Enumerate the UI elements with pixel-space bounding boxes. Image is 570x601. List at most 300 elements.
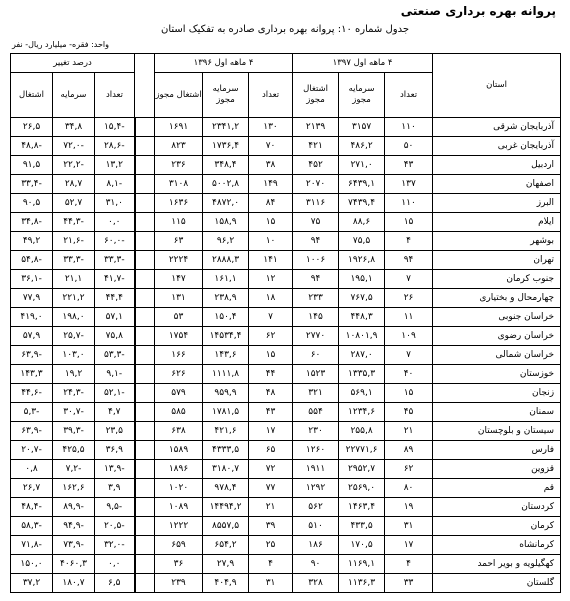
province-cell: بوشهر	[433, 232, 561, 251]
employment-1397-cell: ۵۵۴	[293, 403, 339, 422]
employment-1397-header: اشتغال مجوز	[293, 73, 339, 118]
count-1397-cell: ۷	[385, 270, 433, 289]
capital-change-cell: -۳۰,۷	[53, 403, 95, 422]
count-change-cell: ۷۵,۸	[95, 327, 135, 346]
capital-1397-cell: ۱۷۰,۵	[339, 536, 385, 555]
employment-1397-cell: ۱۲۹۲	[293, 479, 339, 498]
capital-1397-cell: ۱۴۶۳,۴	[339, 498, 385, 517]
count-1396-header: تعداد	[249, 73, 293, 118]
employment-1397-cell: ۲۳۰	[293, 422, 339, 441]
group-header-1397: ۴ ماهه اول ۱۳۹۷	[293, 54, 433, 73]
count-1397-cell: ۳۳	[385, 574, 433, 593]
capital-1396-cell: ۱۷۳۶,۴	[203, 137, 249, 156]
spacer-cell	[135, 308, 155, 327]
capital-1397-cell: ۴۴۸,۳	[339, 308, 385, 327]
count-1396-cell: ۷۷	[249, 479, 293, 498]
capital-change-cell: ۳۴,۸	[53, 118, 95, 137]
spacer-cell	[135, 251, 155, 270]
count-1396-cell: ۱۸	[249, 289, 293, 308]
employment-1396-cell: ۸۲۳	[155, 137, 203, 156]
province-cell: فارس	[433, 441, 561, 460]
employment-1397-cell: ۳۲۸	[293, 574, 339, 593]
province-cell: قم	[433, 479, 561, 498]
spacer-cell	[135, 232, 155, 251]
count-change-cell: -۵۲,۱	[95, 384, 135, 403]
spacer-cell	[135, 441, 155, 460]
capital-1396-cell: ۴۰۴,۹	[203, 574, 249, 593]
count-1396-cell: ۷۰	[249, 137, 293, 156]
count-1396-cell: ۱۵	[249, 346, 293, 365]
capital-1397-cell: ۲۹۵۲,۷	[339, 460, 385, 479]
capital-1397-cell: ۶۴۳۹,۱	[339, 175, 385, 194]
employment-change-cell: -۴۴,۶	[11, 384, 53, 403]
count-change-cell: ۲۳,۵	[95, 422, 135, 441]
count-1397-cell: ۳۱	[385, 517, 433, 536]
capital-1397-cell: ۴۸۶,۲	[339, 137, 385, 156]
province-cell: سمنان	[433, 403, 561, 422]
count-change-cell: ۳۶,۹	[95, 441, 135, 460]
employment-1397-cell: ۱۹۱۱	[293, 460, 339, 479]
capital-1397-cell: ۲۸۷,۰	[339, 346, 385, 365]
spacer-cell	[135, 346, 155, 365]
spacer-column	[135, 54, 155, 118]
count-1396-cell: ۱۵	[249, 213, 293, 232]
spacer-cell	[135, 175, 155, 194]
employment-1396-cell: ۱۶۹۱	[155, 118, 203, 137]
employment-change-cell: ۴۱۹,۰	[11, 308, 53, 327]
spacer-cell	[135, 156, 155, 175]
table-row	[11, 213, 561, 232]
capital-1396-cell: ۹۵۹,۹	[203, 384, 249, 403]
employment-1396-cell: ۶۵۹	[155, 536, 203, 555]
count-change-cell: -۴۱,۷	[95, 270, 135, 289]
employment-change-cell: ۳۷,۲	[11, 574, 53, 593]
capital-1396-cell: ۶۵۴,۲	[203, 536, 249, 555]
employment-1397-cell: ۲۳۳	[293, 289, 339, 308]
group-header-1396: ۴ ماهه اول ۱۳۹۶	[155, 54, 293, 73]
employment-1396-cell: ۵۳	[155, 308, 203, 327]
employment-change-cell: -۷۱,۸	[11, 536, 53, 555]
capital-1396-cell: ۱۱۱۱,۸	[203, 365, 249, 384]
capital-1397-cell: ۱۱۶۹,۱	[339, 555, 385, 574]
employment-change-cell: ۱۴۳,۳	[11, 365, 53, 384]
capital-1396-cell: ۵۰۰۲,۸	[203, 175, 249, 194]
capital-1396-cell: ۱۴۳,۶	[203, 346, 249, 365]
employment-change-header: اشتغال	[11, 73, 53, 118]
capital-change-cell: -۳۳,۳	[53, 251, 95, 270]
count-1396-cell: ۴۳	[249, 403, 293, 422]
employment-change-cell: -۵,۳	[11, 403, 53, 422]
employment-1397-cell: ۱۰۰۶	[293, 251, 339, 270]
count-1397-cell: ۵۰	[385, 137, 433, 156]
spacer-cell	[135, 403, 155, 422]
count-1396-cell: ۲۱	[249, 498, 293, 517]
count-1397-cell: ۱۱	[385, 308, 433, 327]
count-1396-cell: ۱۰	[249, 232, 293, 251]
capital-change-cell: ۲۸,۷	[53, 175, 95, 194]
count-change-cell: ۴,۷	[95, 403, 135, 422]
employment-change-cell: -۲۰,۷	[11, 441, 53, 460]
province-cell: زنجان	[433, 384, 561, 403]
employment-change-cell: ۹۱,۵	[11, 156, 53, 175]
capital-1397-cell: ۷۴۳۹,۴	[339, 194, 385, 213]
employment-1396-cell: ۱۶۶	[155, 346, 203, 365]
capital-change-cell: -۷,۲	[53, 460, 95, 479]
spacer-cell	[135, 498, 155, 517]
capital-1396-cell: ۹۶,۲	[203, 232, 249, 251]
province-cell: چهارمحال و بختیاری	[433, 289, 561, 308]
capital-1396-cell: ۱۵۰,۴	[203, 308, 249, 327]
capital-1397-cell: ۲۵۵,۸	[339, 422, 385, 441]
capital-1396-cell: ۱۴۵۳۴,۴	[203, 327, 249, 346]
employment-1397-cell: ۲۰۷۰	[293, 175, 339, 194]
province-cell: خراسان رضوی	[433, 327, 561, 346]
count-change-cell: -۸,۱	[95, 175, 135, 194]
employment-1397-cell: ۱۲۶۰	[293, 441, 339, 460]
count-1397-header: تعداد	[385, 73, 433, 118]
table-row	[11, 536, 561, 555]
capital-change-cell: -۹۴,۹	[53, 517, 95, 536]
count-1397-cell: ۴۵	[385, 403, 433, 422]
employment-1396-cell: ۳۶	[155, 555, 203, 574]
count-change-cell: -۲۰,۵	[95, 517, 135, 536]
table-row	[11, 194, 561, 213]
employment-1396-cell: ۲۳۶	[155, 156, 203, 175]
capital-change-cell: -۲۵,۷	[53, 327, 95, 346]
capital-change-cell: ۱۰۳,۰	[53, 346, 95, 365]
employment-1397-cell: ۶۰	[293, 346, 339, 365]
count-1396-cell: ۱۴۹	[249, 175, 293, 194]
count-change-cell: -۵۳,۳	[95, 346, 135, 365]
table-caption: جدول شماره ۱۰: پروانه بهره برداری صادره به تفکیک استان	[160, 24, 410, 35]
table-row	[11, 365, 561, 384]
employment-1396-cell: ۶۳۸	[155, 422, 203, 441]
count-1396-cell: ۷	[249, 308, 293, 327]
spacer-cell	[135, 384, 155, 403]
employment-1396-cell: ۳۱۰۸	[155, 175, 203, 194]
count-1396-cell: ۱۲	[249, 270, 293, 289]
capital-change-cell: ۲۲۱,۲	[53, 289, 95, 308]
capital-1396-cell: ۹۷۸,۴	[203, 479, 249, 498]
capital-change-cell: ۲۱,۱	[53, 270, 95, 289]
capital-change-cell: -۲۲,۲	[53, 156, 95, 175]
capital-1397-cell: ۴۳۳,۵	[339, 517, 385, 536]
count-1396-cell: ۶۲	[249, 327, 293, 346]
province-cell: گلستان	[433, 574, 561, 593]
table-row	[11, 118, 561, 137]
employment-1396-cell: ۲۳۹	[155, 574, 203, 593]
spacer-cell	[135, 517, 155, 536]
capital-change-cell: ۱۹,۲	[53, 365, 95, 384]
count-change-cell: -۲۸,۶	[95, 137, 135, 156]
capital-change-cell: ۱۶۲,۶	[53, 479, 95, 498]
capital-change-cell: -۲۴,۳	[53, 384, 95, 403]
capital-1397-cell: ۱۱۳۶,۳	[339, 574, 385, 593]
province-cell: کهگیلویه و بویر احمد	[433, 555, 561, 574]
count-1397-cell: ۴	[385, 232, 433, 251]
employment-1397-cell: ۴۲۱	[293, 137, 339, 156]
province-cell: کرمان	[433, 517, 561, 536]
province-cell: سیستان و بلوچستان	[433, 422, 561, 441]
table-row	[11, 137, 561, 156]
employment-1397-cell: ۴۵۲	[293, 156, 339, 175]
employment-1397-cell: ۹۴	[293, 270, 339, 289]
count-change-cell: ۴۴,۴	[95, 289, 135, 308]
capital-1396-header: سرمایه مجوز	[203, 73, 249, 118]
capital-1396-cell: ۳۱۸۰,۷	[203, 460, 249, 479]
capital-1396-cell: ۳۴۸,۴	[203, 156, 249, 175]
capital-1397-cell: ۵۶۹,۱	[339, 384, 385, 403]
employment-1396-cell: ۵۷۹	[155, 384, 203, 403]
spacer-cell	[135, 460, 155, 479]
capital-1397-cell: ۱۰۸۰۱,۹	[339, 327, 385, 346]
province-cell: اردبیل	[433, 156, 561, 175]
capital-1396-cell: ۴۳۳۳,۵	[203, 441, 249, 460]
count-change-cell: -۶۰,۰	[95, 232, 135, 251]
count-1396-cell: ۴	[249, 555, 293, 574]
capital-change-cell: -۷۲,۰	[53, 137, 95, 156]
employment-1397-cell: ۹۰	[293, 555, 339, 574]
employment-change-cell: -۳۶,۱	[11, 270, 53, 289]
province-permits-table	[10, 53, 561, 593]
capital-change-cell: ۴۲۵,۵	[53, 441, 95, 460]
capital-change-header: سرمایه	[53, 73, 95, 118]
table-row	[11, 574, 561, 593]
province-cell: جنوب کرمان	[433, 270, 561, 289]
province-cell: البرز	[433, 194, 561, 213]
province-cell: خوزستان	[433, 365, 561, 384]
capital-change-cell: -۴۴,۳	[53, 213, 95, 232]
table-row	[11, 289, 561, 308]
employment-change-cell: -۶۳,۹	[11, 346, 53, 365]
count-1397-cell: ۶۲	[385, 460, 433, 479]
employment-1396-cell: ۶۲۶	[155, 365, 203, 384]
capital-1397-cell: ۱۲۳۴,۶	[339, 403, 385, 422]
spacer-cell	[135, 327, 155, 346]
employment-change-cell: ۵۷,۹	[11, 327, 53, 346]
count-1397-cell: ۱۱۰	[385, 118, 433, 137]
count-change-cell: ۰,۰	[95, 213, 135, 232]
employment-1396-cell: ۱۱۵	[155, 213, 203, 232]
capital-1397-cell: ۱۹۵,۱	[339, 270, 385, 289]
count-1396-cell: ۳۸	[249, 156, 293, 175]
count-change-cell: -۹,۵	[95, 498, 135, 517]
capital-1396-cell: ۲۳۸,۹	[203, 289, 249, 308]
count-change-cell: ۶,۵	[95, 574, 135, 593]
capital-1397-cell: ۸۸,۶	[339, 213, 385, 232]
employment-1397-cell: ۳۱۱۶	[293, 194, 339, 213]
capital-1397-cell: ۲۵۶۹,۰	[339, 479, 385, 498]
province-cell: ایلام	[433, 213, 561, 232]
table-row	[11, 270, 561, 289]
employment-1396-cell: ۱۳۱	[155, 289, 203, 308]
employment-change-cell: ۷۷,۹	[11, 289, 53, 308]
count-1397-cell: ۱۷	[385, 536, 433, 555]
capital-change-cell: ۵۲,۷	[53, 194, 95, 213]
employment-change-cell: -۶۳,۹	[11, 422, 53, 441]
table-row	[11, 232, 561, 251]
province-cell: تهران	[433, 251, 561, 270]
employment-1396-cell: ۱۶۳۶	[155, 194, 203, 213]
count-1397-cell: ۲۶	[385, 289, 433, 308]
count-change-cell: -۳۳,۳	[95, 251, 135, 270]
count-change-cell: -۹,۱	[95, 365, 135, 384]
table-row	[11, 460, 561, 479]
table-row	[11, 384, 561, 403]
employment-change-cell: ۹۰,۵	[11, 194, 53, 213]
count-1397-cell: ۱۵	[385, 213, 433, 232]
table-row	[11, 346, 561, 365]
count-1397-cell: ۹۴	[385, 251, 433, 270]
table-row	[11, 555, 561, 574]
spacer-cell	[135, 270, 155, 289]
table-body	[11, 118, 561, 593]
capital-1396-cell: ۱۷۸۱,۵	[203, 403, 249, 422]
employment-1396-cell: ۵۸۵	[155, 403, 203, 422]
employment-1397-cell: ۱۴۵	[293, 308, 339, 327]
employment-1396-cell: ۱۸۹۶	[155, 460, 203, 479]
employment-1397-cell: ۳۲۱	[293, 384, 339, 403]
capital-1396-cell: ۸۵۵۷,۵	[203, 517, 249, 536]
count-1396-cell: ۶۵	[249, 441, 293, 460]
province-cell: خراسان جنوبی	[433, 308, 561, 327]
count-1396-cell: ۱۷	[249, 422, 293, 441]
count-1397-cell: ۸۹	[385, 441, 433, 460]
employment-1397-cell: ۲۷۷۰	[293, 327, 339, 346]
capital-1397-cell: ۳۱۵۷	[339, 118, 385, 137]
count-1396-cell: ۳۱	[249, 574, 293, 593]
table-row	[11, 479, 561, 498]
spacer-cell	[135, 194, 155, 213]
capital-1397-cell: ۱۳۳۵,۳	[339, 365, 385, 384]
count-1397-cell: ۱۹	[385, 498, 433, 517]
province-column-header: استان	[433, 54, 561, 118]
count-1396-cell: ۳۹	[249, 517, 293, 536]
table-row	[11, 327, 561, 346]
table-row	[11, 517, 561, 536]
capital-1397-cell: ۱۹۲۶,۸	[339, 251, 385, 270]
count-1396-cell: ۷۲	[249, 460, 293, 479]
spacer-cell	[135, 118, 155, 137]
count-1397-cell: ۱۰۹	[385, 327, 433, 346]
province-cell: آذربایجان شرقی	[433, 118, 561, 137]
province-cell: کردستان	[433, 498, 561, 517]
employment-change-cell: -۴۸,۴	[11, 498, 53, 517]
capital-change-cell: ۴۰۶۰,۳	[53, 555, 95, 574]
table-row	[11, 251, 561, 270]
table-row	[11, 422, 561, 441]
province-cell: آذربایجان غربی	[433, 137, 561, 156]
capital-1397-cell: ۲۲۷۷۱,۶	[339, 441, 385, 460]
employment-1397-cell: ۱۵۲۳	[293, 365, 339, 384]
employment-change-cell: ۲۶,۷	[11, 479, 53, 498]
employment-change-cell: -۵۴,۸	[11, 251, 53, 270]
capital-change-cell: -۳۹,۳	[53, 422, 95, 441]
capital-change-cell: -۲۱,۶	[53, 232, 95, 251]
employment-change-cell: -۴۸,۸	[11, 137, 53, 156]
capital-change-cell: -۸۹,۹	[53, 498, 95, 517]
count-1397-cell: ۴	[385, 555, 433, 574]
capital-1396-cell: ۱۶۱,۱	[203, 270, 249, 289]
table-row	[11, 156, 561, 175]
employment-change-cell: ۴۹,۲	[11, 232, 53, 251]
employment-1397-cell: ۷۵	[293, 213, 339, 232]
table-row	[11, 308, 561, 327]
count-1396-cell: ۱۳۰	[249, 118, 293, 137]
count-1397-cell: ۷	[385, 346, 433, 365]
employment-1397-cell: ۵۱۰	[293, 517, 339, 536]
employment-change-cell: -۵۸,۳	[11, 517, 53, 536]
capital-1396-cell: ۲۳۴۱,۲	[203, 118, 249, 137]
capital-change-cell: ۱۸۰,۷	[53, 574, 95, 593]
count-1397-cell: ۴۰	[385, 365, 433, 384]
table-row	[11, 403, 561, 422]
count-1396-cell: ۸۴	[249, 194, 293, 213]
spacer-cell	[135, 555, 155, 574]
spacer-cell	[135, 536, 155, 555]
count-1396-cell: ۱۴۱	[249, 251, 293, 270]
count-change-cell: ۳,۹	[95, 479, 135, 498]
count-1396-cell: ۴۸	[249, 384, 293, 403]
employment-change-cell: ۱۵۰,۰	[11, 555, 53, 574]
table-row	[11, 441, 561, 460]
capital-1397-cell: ۷۶۷,۵	[339, 289, 385, 308]
employment-1396-cell: ۱۵۸۹	[155, 441, 203, 460]
document-heading: پروانه بهره برداری صنعتی	[400, 4, 556, 18]
count-change-cell: ۵۷,۱	[95, 308, 135, 327]
capital-1396-cell: ۲۷,۹	[203, 555, 249, 574]
count-change-cell: ۰,۰	[95, 555, 135, 574]
employment-1396-cell: ۱۴۷	[155, 270, 203, 289]
employment-1396-cell: ۶۳	[155, 232, 203, 251]
capital-1396-cell: ۱۵۸,۹	[203, 213, 249, 232]
employment-1396-cell: ۱۰۲۰	[155, 479, 203, 498]
unit-note: واحد: فقره- میلیارد ریال- نفر	[12, 40, 109, 49]
employment-1396-cell: ۱۲۲۲	[155, 517, 203, 536]
capital-change-cell: -۷۳,۹	[53, 536, 95, 555]
capital-1397-cell: ۲۷۱,۰	[339, 156, 385, 175]
count-1397-cell: ۸۰	[385, 479, 433, 498]
employment-1397-cell: ۲۱۳۹	[293, 118, 339, 137]
spacer-cell	[135, 213, 155, 232]
employment-1396-cell: ۲۲۲۴	[155, 251, 203, 270]
count-1397-cell: ۱۱۰	[385, 194, 433, 213]
group-header-change: درصد تغییر	[11, 54, 135, 73]
count-1396-cell: ۴۴	[249, 365, 293, 384]
capital-1396-cell: ۴۲۱,۶	[203, 422, 249, 441]
spacer-cell	[135, 289, 155, 308]
employment-1396-cell: ۱۰۸۹	[155, 498, 203, 517]
count-1397-cell: ۲۱	[385, 422, 433, 441]
count-1396-cell: ۲۵	[249, 536, 293, 555]
employment-1396-header: اشتغال مجوز	[155, 73, 203, 118]
count-change-cell: -۱۵,۴	[95, 118, 135, 137]
spacer-cell	[135, 422, 155, 441]
table-row	[11, 175, 561, 194]
province-cell: قزوین	[433, 460, 561, 479]
employment-change-cell: ۰,۸	[11, 460, 53, 479]
employment-change-cell: -۳۳,۴	[11, 175, 53, 194]
employment-1397-cell: ۵۶۲	[293, 498, 339, 517]
count-1397-cell: ۱۵	[385, 384, 433, 403]
capital-1396-cell: ۴۸۷۲,۰	[203, 194, 249, 213]
employment-1397-cell: ۱۸۶	[293, 536, 339, 555]
capital-change-cell: ۱۹۸,۰	[53, 308, 95, 327]
spacer-cell	[135, 479, 155, 498]
province-cell: اصفهان	[433, 175, 561, 194]
capital-1396-cell: ۱۴۴۹۴,۲	[203, 498, 249, 517]
count-change-cell: ۱۳,۲	[95, 156, 135, 175]
